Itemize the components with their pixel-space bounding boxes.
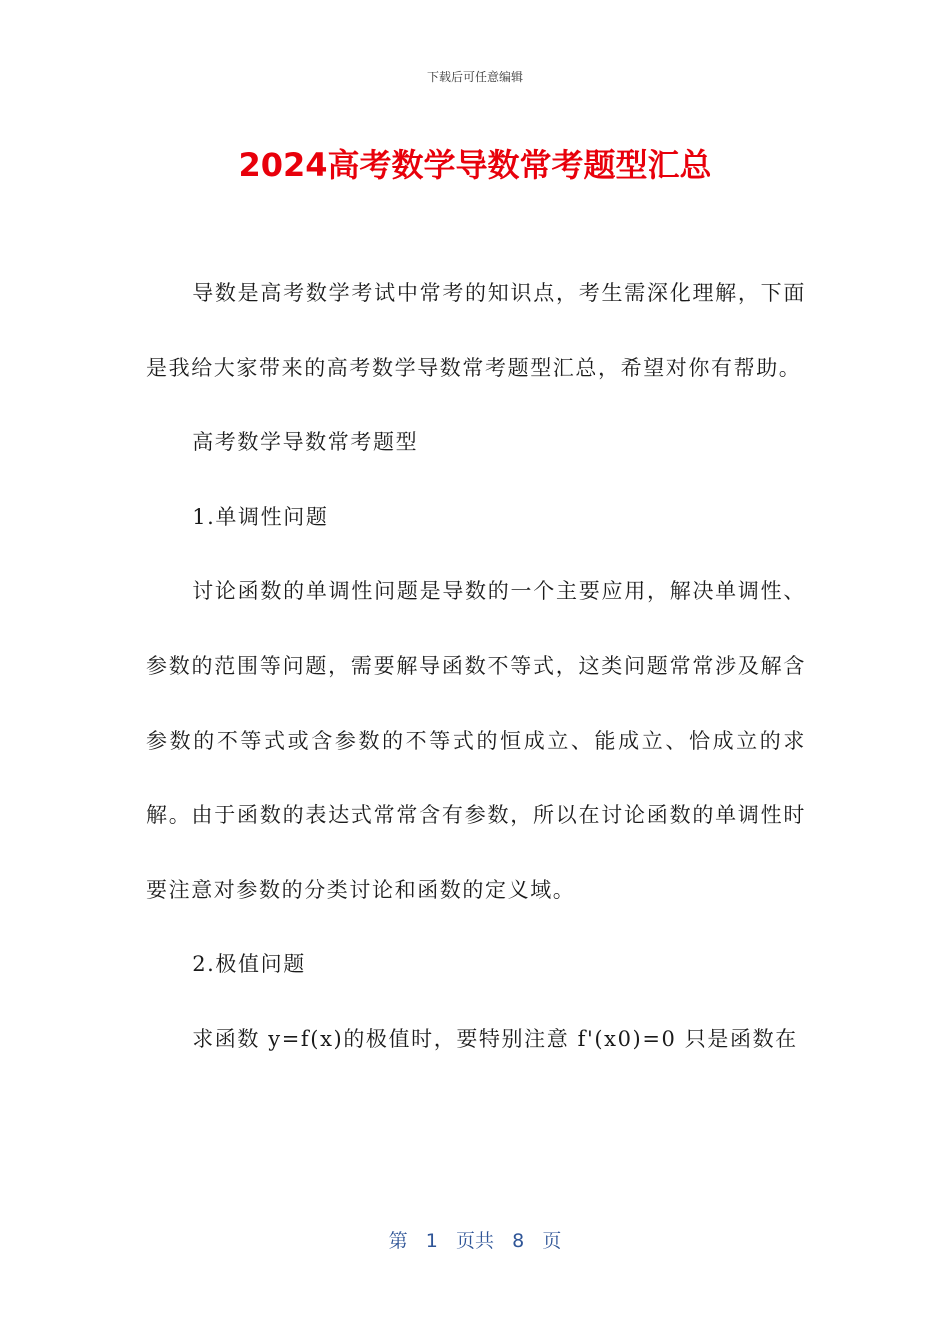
subsection-heading-monotonicity: 1.单调性问题 xyxy=(192,504,329,529)
subsection-heading-extremum: 2.极值问题 xyxy=(192,952,306,977)
extremum-paragraph: 求函数 y=f(x)的极值时，要特别注意 f'(x0)=0 只是函数在 xyxy=(192,1026,798,1051)
document-title: 2024高考数学导数常考题型汇总 xyxy=(238,146,712,184)
document-body xyxy=(146,256,806,1077)
page-label-prefix: 第 xyxy=(388,1230,408,1252)
monotonicity-paragraph: 讨论函数的单调性问题是导数的一个主要应用，解决单调性、参数的范围等问题，需要解导函数不等式，这类问题常常涉及解含参数的不等式或含参数的不等式的恒成立、能成立、恰成立的求解。由于函数的表达式常常含有参数，所以在讨论函数的单调性时要注意对参数的分类讨论和函数的定义域。 xyxy=(146,579,806,902)
intro-paragraph: 导数是高考数学考试中常考的知识点，考生需深化理解，下面是我给大家带来的高考数学导数常考题型汇总，希望对你有帮助。 xyxy=(146,281,806,380)
page-footer xyxy=(0,1226,950,1253)
total-pages-number: 8 xyxy=(512,1230,525,1252)
header-note: 下载后可任意编辑 xyxy=(426,70,523,84)
page-label-suffix: 页 xyxy=(542,1230,562,1252)
page-label-middle: 页共 xyxy=(455,1230,494,1252)
section-heading: 高考数学导数常考题型 xyxy=(192,430,419,455)
current-page-number: 1 xyxy=(425,1230,438,1252)
